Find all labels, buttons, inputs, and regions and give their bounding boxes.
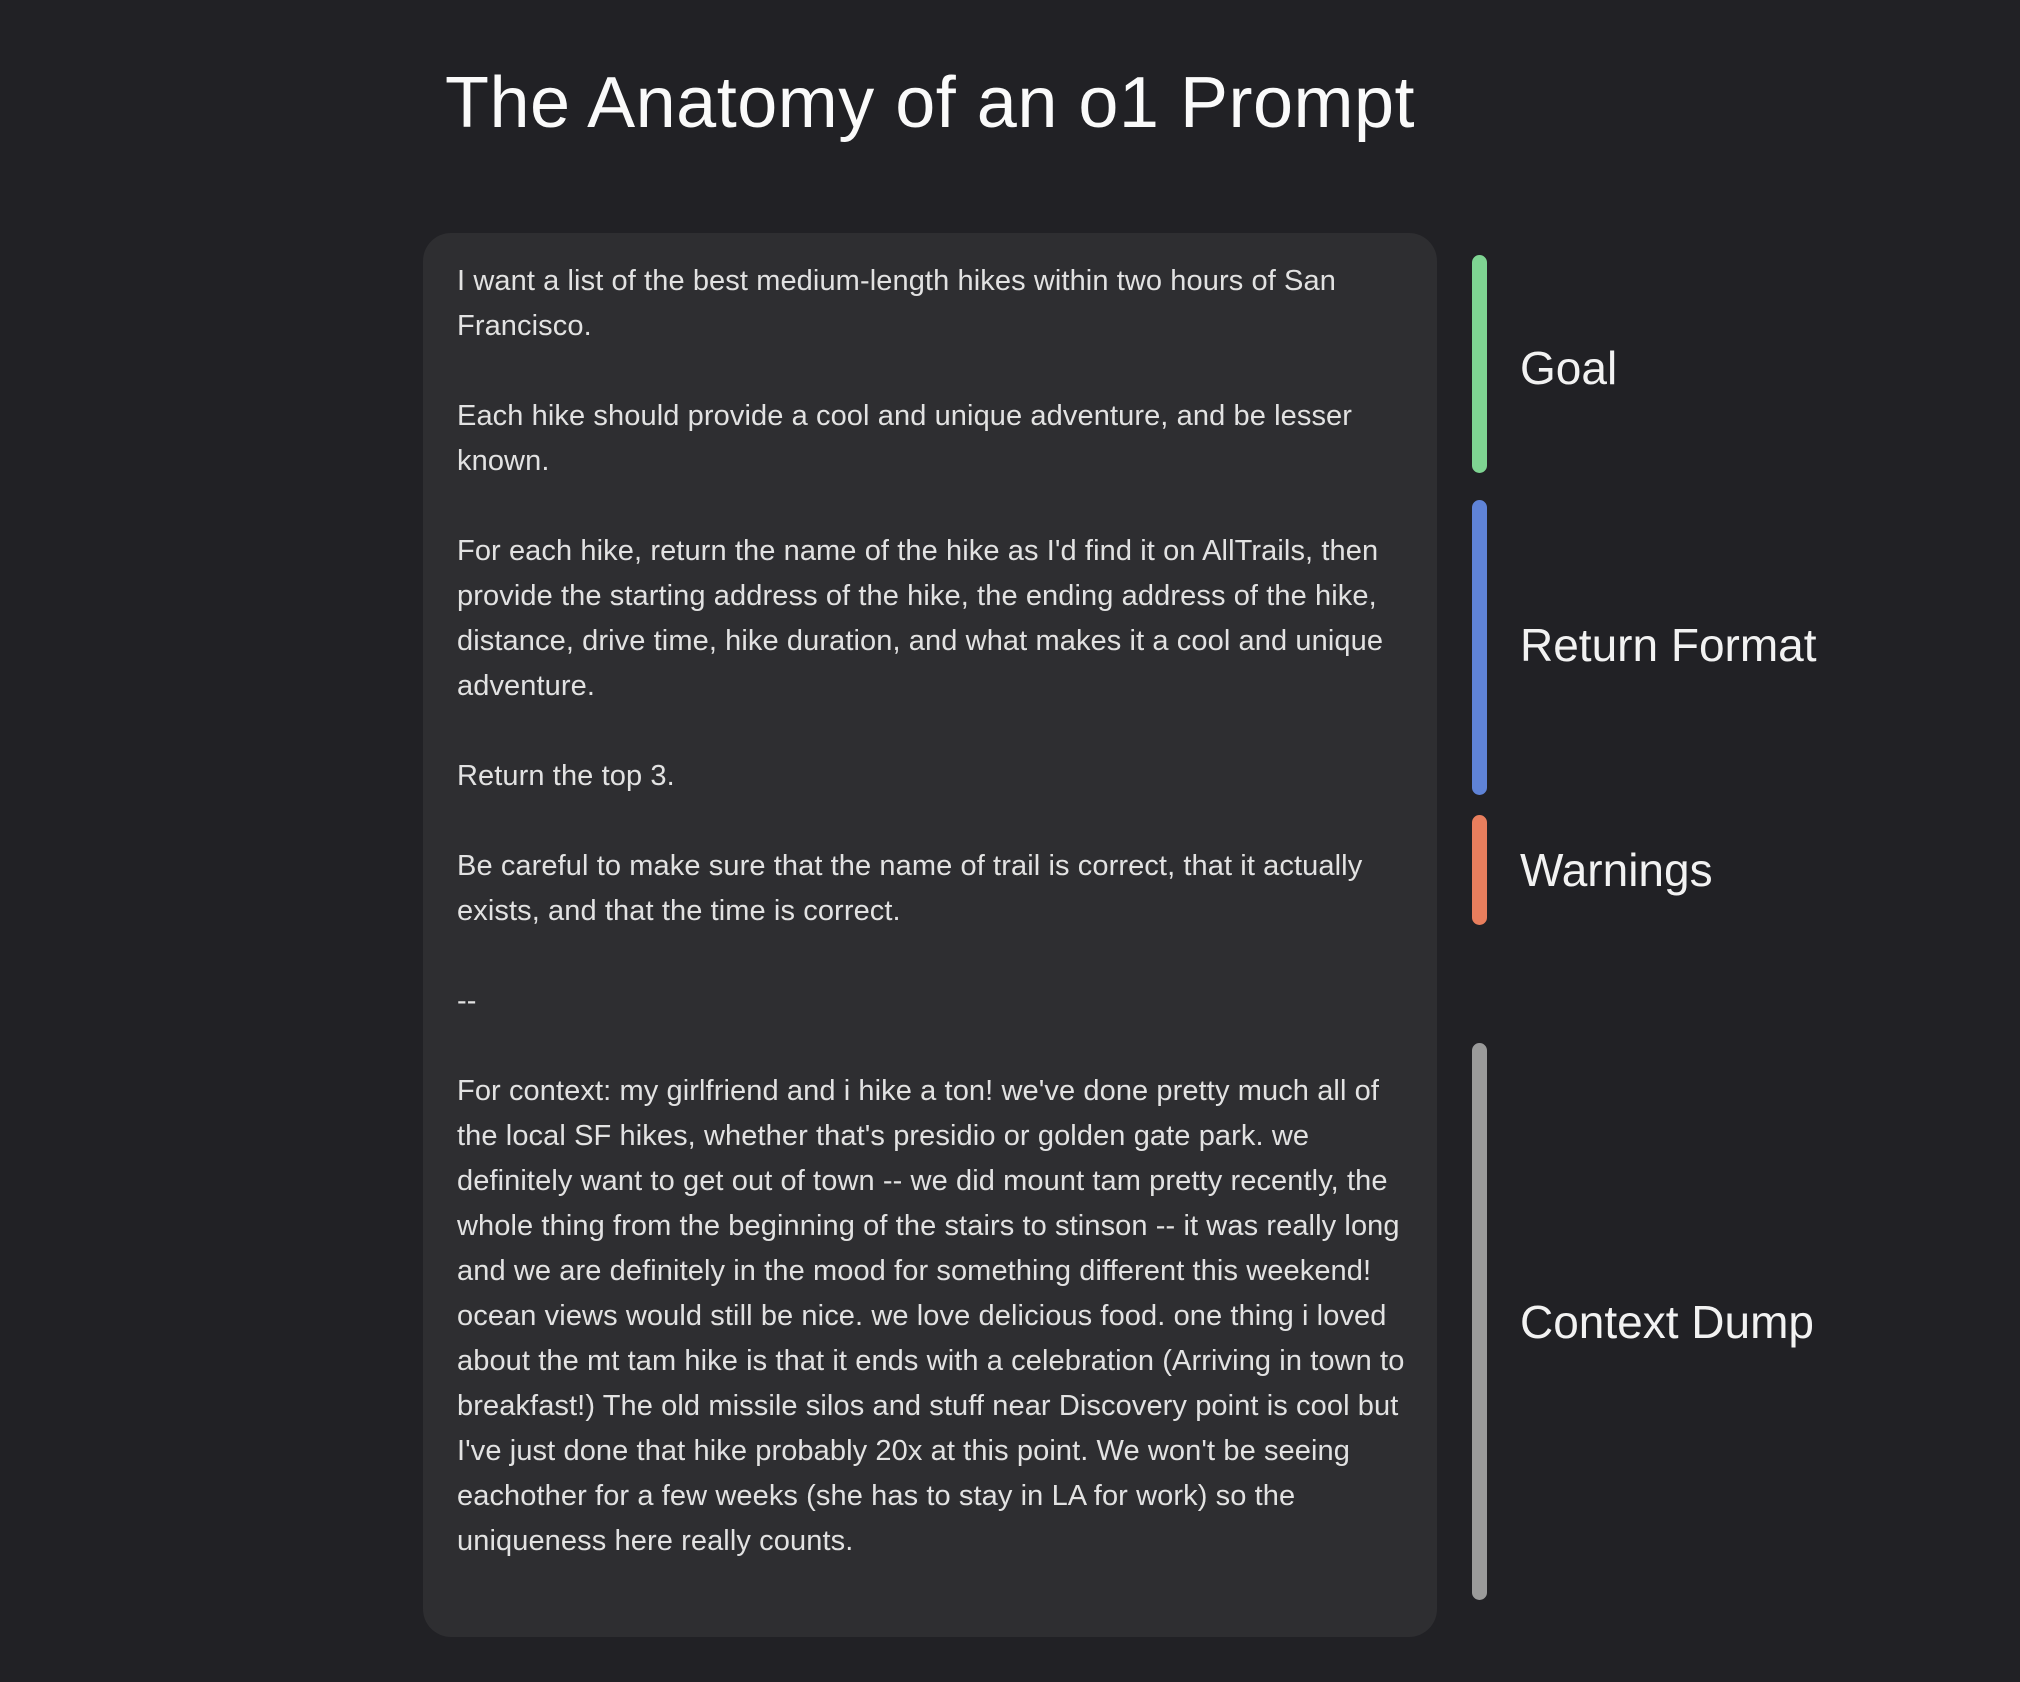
context-dump-label: Context Dump (1520, 1296, 1815, 1348)
goal-section-bar (1472, 255, 1487, 473)
page-title: The Anatomy of an o1 Prompt (444, 63, 1416, 143)
context-dump-section-bar (1472, 1043, 1487, 1600)
prompt-paragraph-return-format: For each hike, return the name of the hike as I'd find it on AllTrails, then provide the starting address of the hike, the ending address of the hike, distance, drive time, hike duration, and what makes it a cool and unique adventure. (457, 535, 1384, 702)
prompt-paragraph-goal-2: Each hike should provide a cool and unique adventure, and be lesser known. (457, 400, 1353, 477)
warnings-section-bar (1472, 815, 1487, 925)
return-format-label: Return Format (1520, 619, 1817, 671)
return-format-section-bar (1472, 500, 1487, 795)
warnings-label: Warnings (1520, 844, 1713, 896)
prompt-paragraph-context-dump: For context: my girlfriend and i hike a ton! we've done pretty much all of the local SF hikes, whether that's presidio or golden gate park. we definitely want to get out of town -- we did mount tam pretty recently, the whole thing from the beginning of the stairs to stinson -- it was really long and we are definitely in the mood for something different this weekend! ocean views would still be nice. we love delicious food. one thing i loved about the mt tam hike is that it ends with a celebration (Arriving in town to breakfast!) The old missile silos and stuff near Discovery point is cool but I've just done that hike probably 20x at this point. We won't be seeing eachother for a few weeks (she has to stay in LA for work) so the uniqueness here really counts. (457, 1075, 1405, 1557)
prompt-divider-dashes: -- (457, 985, 477, 1017)
prompt-card (423, 233, 1437, 1637)
prompt-paragraph-warnings: Be careful to make sure that the name of trail is correct, that it actually exists, and that the time is correct. (457, 850, 1363, 927)
goal-label: Goal (1520, 342, 1618, 394)
prompt-paragraph-goal-1: I want a list of the best medium-length hikes within two hours of San Francisco. (457, 265, 1336, 342)
prompt-paragraph-top3: Return the top 3. (457, 760, 675, 792)
